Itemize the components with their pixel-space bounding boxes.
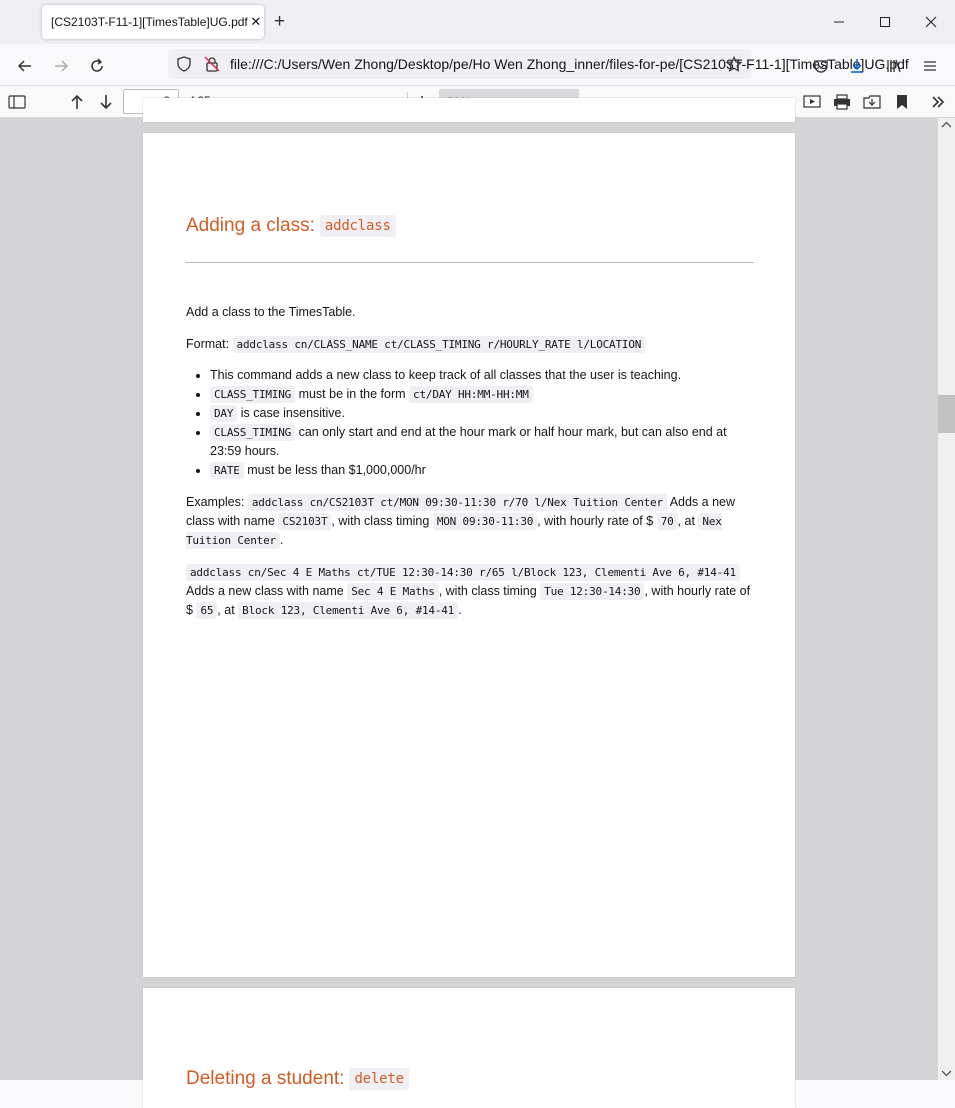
navigation-bar — [0, 44, 955, 86]
menu-button[interactable] — [917, 53, 943, 79]
shield-icon[interactable] — [174, 54, 194, 74]
format-line — [186, 335, 756, 354]
list-item: CLASS_TIMING must be in the form ct/DAY HH:MM-HH:MM — [186, 385, 756, 404]
print-button[interactable] — [829, 89, 855, 115]
toggle-sidebar-button[interactable] — [4, 89, 30, 115]
new-tab-button[interactable]: + — [274, 11, 286, 32]
library-icon — [886, 58, 902, 74]
downloads-button[interactable] — [844, 53, 870, 79]
next-heading-text: Deleting a student: — [186, 1068, 345, 1089]
previous-page — [143, 98, 795, 122]
list-item: DAY is case insensitive. — [186, 404, 756, 423]
rules-list — [186, 366, 756, 480]
arrow-down-icon — [98, 94, 114, 110]
sidebar-icon — [8, 94, 26, 110]
reload-button[interactable] — [84, 53, 110, 79]
tools-menu-button[interactable] — [925, 89, 951, 115]
example-2: addclass cn/Sec 4 E Maths ct/TUE 12:30-14:30 r/65 l/Block 123, Clementi Ave 6, #14-41 Adds a new class with name Sec 4 E Maths , with class timing Tue 12:30-14:30 , with hourly rate of $ 65 , at Block 123, Clementi Ave 6, #14-41 . — [186, 566, 751, 617]
example-1: Examples: addclass cn/CS2103T ct/MON 09:30-11:30 r/70 l/Nex Tuition Center Adds a new class with name CS2103T , with class timing MON 09:30-11:30 , with hourly rate of $ 70 , at Nex Tuition Center . — [186, 495, 736, 547]
heading-text: Adding a class: — [186, 215, 315, 236]
save-button[interactable] — [859, 89, 885, 115]
close-icon — [925, 16, 937, 28]
url-text: file:///C:/Users/Wen Zhong/Desktop/pe/Ho Wen Zhong_inner/files-for-pe/[CS2103T-F11-1][TimesTable]UG.pdf — [230, 56, 909, 72]
double-chevron-right-icon — [931, 95, 945, 109]
arrow-up-icon — [69, 94, 85, 110]
next-heading-code: delete — [349, 1068, 408, 1090]
intro-text: Add a class to the TimesTable. — [186, 305, 356, 319]
format-code: addclass cn/CLASS_NAME ct/CLASS_TIMING r/HOURLY_RATE l/LOCATION — [233, 336, 646, 353]
heading-code: addclass — [320, 215, 396, 237]
save-download-icon — [863, 94, 881, 110]
url-bar[interactable] — [168, 49, 909, 79]
pdf-viewer[interactable] — [0, 118, 938, 1089]
document-outline-button[interactable] — [889, 89, 915, 115]
minimize-button[interactable] — [827, 10, 851, 34]
scroll-down-icon — [938, 1066, 955, 1080]
previous-page-button[interactable] — [64, 89, 90, 115]
next-page-button[interactable] — [93, 89, 119, 115]
close-window-button[interactable] — [919, 10, 943, 34]
scroll-up-icon — [938, 118, 955, 132]
presentation-icon — [803, 94, 821, 110]
browser-tab[interactable] — [42, 5, 264, 39]
pocket-icon — [813, 58, 829, 74]
pocket-button[interactable] — [808, 53, 834, 79]
next-pdf-page — [143, 988, 795, 1108]
hamburger-menu-icon — [922, 58, 938, 74]
list-item: RATE must be less than $1,000,000/hr — [186, 461, 756, 480]
library-button[interactable] — [881, 53, 907, 79]
section-heading — [186, 215, 396, 237]
forward-arrow-icon — [53, 58, 69, 74]
list-item: This command adds a new class to keep track of all classes that the user is teaching. — [186, 366, 756, 385]
presentation-mode-button[interactable] — [799, 89, 825, 115]
maximize-button[interactable] — [873, 10, 897, 34]
back-arrow-icon — [17, 58, 33, 74]
next-section-heading — [186, 1068, 409, 1090]
reload-icon — [89, 58, 105, 74]
pdf-page — [143, 133, 795, 977]
download-icon — [849, 58, 865, 74]
bookmark-icon — [895, 94, 909, 110]
print-icon — [833, 94, 851, 110]
format-label: Format: — [186, 337, 230, 351]
back-button[interactable] — [12, 53, 38, 79]
scrollbar-thumb[interactable] — [938, 395, 955, 433]
bookmark-star-icon[interactable] — [724, 54, 744, 74]
minimize-icon — [833, 16, 845, 28]
insecure-lock-icon[interactable] — [202, 54, 222, 74]
close-tab-icon[interactable]: ✕ — [250, 14, 262, 29]
forward-button[interactable] — [48, 53, 74, 79]
tab-title: [CS2103T-F11-1][TimesTable]UG.pdf — [51, 15, 248, 29]
maximize-icon — [879, 16, 891, 28]
list-item: CLASS_TIMING can only start and end at the hour mark or half hour mark, but can also end at 23:59 hours. — [186, 423, 756, 461]
scrollbar[interactable] — [938, 118, 955, 1080]
tab-bar — [0, 0, 955, 44]
heading-divider — [186, 262, 754, 263]
